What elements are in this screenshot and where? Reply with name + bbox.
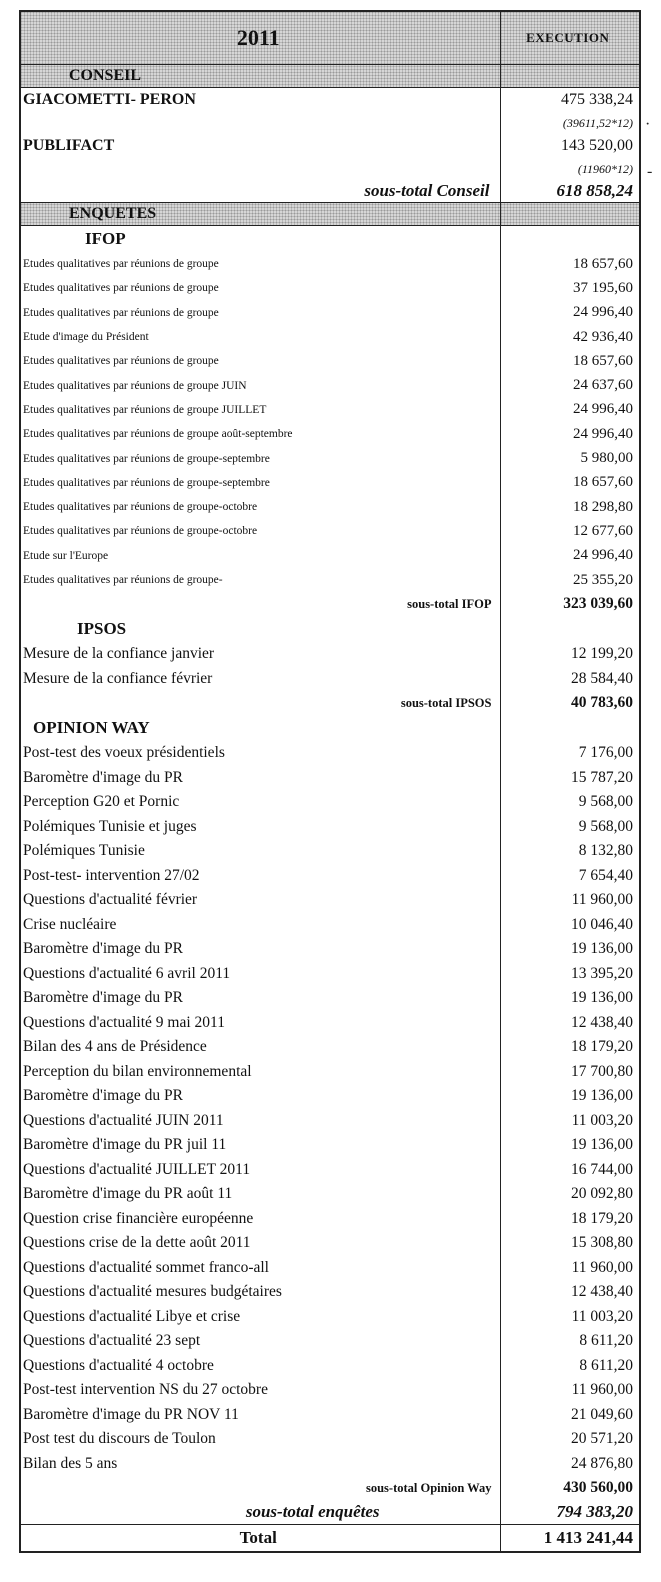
opinionway-row xyxy=(20,790,640,815)
ifop-row-label: Etudes qualitatives par réunions de groupe xyxy=(20,301,500,325)
opinionway-row-label: Perception G20 et Pornic xyxy=(20,790,500,815)
opinionway-row-label: Questions d'actualité JUIN 2011 xyxy=(20,1109,500,1134)
firm-heading-ifop xyxy=(20,226,640,253)
opinionway-row-amount: 19 136,00 xyxy=(571,989,633,1007)
subtotal-enquetes-label: sous-total enquêtes xyxy=(20,1500,500,1525)
opinionway-row-amount: 7 654,40 xyxy=(578,866,633,884)
ifop-row xyxy=(20,325,640,349)
opinionway-row xyxy=(20,962,640,987)
opinionway-row xyxy=(20,1378,640,1403)
conseil-amount: 475 338,24 xyxy=(561,91,633,108)
opinionway-row-label: Questions d'actualité 9 mai 2011 xyxy=(20,1011,500,1036)
opinionway-row xyxy=(20,1109,640,1134)
opinionway-row xyxy=(20,741,640,766)
ifop-row xyxy=(20,495,640,519)
ipsos-row xyxy=(20,667,640,692)
opinionway-row xyxy=(20,913,640,938)
ifop-row xyxy=(20,301,640,325)
ifop-row-label: Etudes qualitatives par réunions de groupe xyxy=(20,349,500,373)
opinionway-row-amount: 11 003,20 xyxy=(571,1307,633,1325)
opinionway-row-amount: 8 611,20 xyxy=(579,1356,633,1374)
ifop-row-amount: 18 657,60 xyxy=(573,255,633,272)
opinionway-row xyxy=(20,839,640,864)
opinionway-row-amount: 11 960,00 xyxy=(571,1381,633,1399)
opinionway-row-amount: 11 003,20 xyxy=(571,1111,633,1129)
opinionway-row-amount: 15 787,20 xyxy=(571,768,633,786)
ifop-row-amount: 18 657,60 xyxy=(573,474,633,491)
margin-tick-mark: · xyxy=(645,116,651,133)
opinionway-row-amount: 11 960,00 xyxy=(571,1258,633,1276)
ifop-row-label: Etudes qualitatives par réunions de groupe-septembre xyxy=(20,471,500,495)
opinionway-row-amount: 16 744,00 xyxy=(571,1160,633,1178)
opinionway-row xyxy=(20,766,640,791)
opinionway-row xyxy=(20,1158,640,1183)
opinionway-row xyxy=(20,1427,640,1452)
opinionway-row-label: Questions d'actualité 6 avril 2011 xyxy=(20,962,500,987)
opinionway-row xyxy=(20,1060,640,1085)
ifop-row-label: Etudes qualitatives par réunions de groupe xyxy=(20,252,500,276)
ifop-row-label: Etudes qualitatives par réunions de groupe-octobre xyxy=(20,519,500,543)
opinionway-row-amount: 11 960,00 xyxy=(571,891,633,909)
year-heading: 2011 xyxy=(20,11,500,65)
opinionway-row-amount: 24 876,80 xyxy=(571,1454,633,1472)
ipsos-row-label: Mesure de la confiance février xyxy=(20,667,500,692)
ifop-row xyxy=(20,568,640,592)
opinionway-row-label: Bilan des 5 ans xyxy=(20,1452,500,1477)
opinionway-row-amount: 18 179,20 xyxy=(571,1038,633,1056)
opinionway-row xyxy=(20,815,640,840)
opinionway-row xyxy=(20,1231,640,1256)
conseil-amount: 143 520,00 xyxy=(561,137,633,154)
opinionway-row xyxy=(20,1035,640,1060)
opinionway-row-label: Question crise financière européenne xyxy=(20,1207,500,1232)
subtotal-opinionway-label: sous-total Opinion Way xyxy=(20,1476,500,1500)
ifop-row xyxy=(20,398,640,422)
opinionway-row-amount: 8 132,80 xyxy=(578,842,633,860)
ifop-row-amount: 25 355,20 xyxy=(573,571,633,588)
subtotal-opinionway-amount: 430 560,00 xyxy=(563,1479,633,1497)
opinionway-row xyxy=(20,1207,640,1232)
opinionway-row-amount: 15 308,80 xyxy=(571,1234,633,1252)
opinionway-row-amount: 9 568,00 xyxy=(578,793,633,811)
opinionway-row-label: Questions d'actualité 23 sept xyxy=(20,1329,500,1354)
ifop-row-label: Etude d'image du Président xyxy=(20,325,500,349)
opinionway-row-label: Baromètre d'image du PR NOV 11 xyxy=(20,1403,500,1428)
ifop-row-amount: 18 657,60 xyxy=(573,352,633,369)
opinionway-row xyxy=(20,1084,640,1109)
opinionway-row-amount: 19 136,00 xyxy=(571,1087,633,1105)
opinionway-row-label: Questions d'actualité JUILLET 2011 xyxy=(20,1158,500,1183)
grand-total-amount: 1 413 241,44 xyxy=(500,1525,640,1553)
opinionway-row-label: Baromètre d'image du PR xyxy=(20,937,500,962)
ifop-row xyxy=(20,373,640,397)
opinionway-row-label: Questions d'actualité sommet franco-all xyxy=(20,1256,500,1281)
opinionway-row-label: Bilan des 4 ans de Présidence xyxy=(20,1035,500,1060)
grand-total xyxy=(20,1525,640,1553)
ifop-row xyxy=(20,544,640,568)
ifop-row-amount: 5 980,00 xyxy=(580,450,633,467)
opinionway-row xyxy=(20,986,640,1011)
subtotal-ifop-label: sous-total IFOP xyxy=(20,592,500,616)
opinionway-row-amount: 20 571,20 xyxy=(571,1430,633,1448)
subtotal-ipsos-label: sous-total IPSOS xyxy=(20,691,500,715)
ifop-row-label: Etudes qualitatives par réunions de groupe JUIN xyxy=(20,373,500,397)
opinionway-row-label: Post-test intervention NS du 27 octobre xyxy=(20,1378,500,1403)
opinionway-row xyxy=(20,937,640,962)
ifop-row-amount: 24 996,40 xyxy=(573,401,633,418)
opinionway-row-label: Crise nucléaire xyxy=(20,913,500,938)
opinionway-row-label: Post test du discours de Toulon xyxy=(20,1427,500,1452)
header-row xyxy=(20,11,640,65)
opinionway-row xyxy=(20,1256,640,1281)
opinionway-row-amount: 20 092,80 xyxy=(571,1185,633,1203)
ifop-row-label: Etudes qualitatives par réunions de groupe xyxy=(20,276,500,300)
opinionway-row-label: Questions d'actualité février xyxy=(20,888,500,913)
section-title: ENQUETES xyxy=(20,203,500,226)
subtotal-ifop-amount: 323 039,60 xyxy=(563,595,633,613)
opinionway-row xyxy=(20,1305,640,1330)
conseil-label: GIACOMETTI- PERON xyxy=(20,88,500,113)
ifop-row-amount: 37 195,60 xyxy=(573,279,633,296)
ifop-row-label: Etudes qualitatives par réunions de groupe JUILLET xyxy=(20,398,500,422)
subtotal-enquetes xyxy=(20,1500,640,1525)
opinionway-row-label: Post-test des voeux présidentiels xyxy=(20,741,500,766)
opinionway-row-label: Questions d'actualité mesures budgétaires xyxy=(20,1280,500,1305)
opinionway-row-label: Polémiques Tunisie xyxy=(20,839,500,864)
ifop-row-amount: 24 996,40 xyxy=(573,425,633,442)
opinionway-row xyxy=(20,1280,640,1305)
subtotal-conseil-label: sous-total Conseil xyxy=(20,180,500,203)
ifop-row xyxy=(20,519,640,543)
ipsos-row xyxy=(20,642,640,667)
ifop-row-label: Etudes qualitatives par réunions de groupe-octobre xyxy=(20,495,500,519)
section-title: CONSEIL xyxy=(20,65,500,88)
opinionway-row-label: Baromètre d'image du PR juil 11 xyxy=(20,1133,500,1158)
ifop-row xyxy=(20,252,640,276)
conseil-note-row xyxy=(20,158,640,180)
opinionway-row xyxy=(20,1403,640,1428)
subtotal-ifop xyxy=(20,592,640,616)
ipsos-row-label: Mesure de la confiance janvier xyxy=(20,642,500,667)
subtotal-ipsos-amount: 40 783,60 xyxy=(571,694,633,712)
firm-heading-opinionway xyxy=(20,715,640,741)
opinionway-row-amount: 19 136,00 xyxy=(571,1136,633,1154)
ifop-row xyxy=(20,276,640,300)
opinionway-row-amount: 12 438,40 xyxy=(571,1283,633,1301)
subtotal-opinionway xyxy=(20,1476,640,1500)
opinionway-row-label: Baromètre d'image du PR xyxy=(20,986,500,1011)
conseil-note-row xyxy=(20,112,640,134)
opinionway-row-label: Baromètre d'image du PR xyxy=(20,1084,500,1109)
ifop-row-label: Etude sur l'Europe xyxy=(20,544,500,568)
opinionway-row-amount: 10 046,40 xyxy=(571,915,633,933)
grand-total-label: Total xyxy=(20,1525,500,1553)
opinionway-row-amount: 7 176,00 xyxy=(578,744,633,762)
conseil-note: (39611,52*12) xyxy=(562,115,633,130)
ifop-row xyxy=(20,471,640,495)
subtotal-ipsos xyxy=(20,691,640,715)
ifop-row xyxy=(20,349,640,373)
opinionway-row xyxy=(20,888,640,913)
opinionway-row-label: Baromètre d'image du PR xyxy=(20,766,500,791)
conseil-label: PUBLIFACT xyxy=(20,134,500,158)
conseil-row xyxy=(20,88,640,113)
ipsos-row-amount: 28 584,40 xyxy=(571,669,633,687)
ifop-row-amount: 12 677,60 xyxy=(573,522,633,539)
subtotal-conseil-amount: 618 858,24 xyxy=(500,180,640,203)
ifop-row-amount: 24 996,40 xyxy=(573,304,633,321)
opinionway-row xyxy=(20,1452,640,1477)
opinionway-row-amount: 17 700,80 xyxy=(571,1062,633,1080)
section-enquetes xyxy=(20,203,640,226)
opinionway-row-amount: 21 049,60 xyxy=(571,1405,633,1423)
firm-heading-ipsos-label: IPSOS xyxy=(20,616,500,642)
opinionway-row-amount: 12 438,40 xyxy=(571,1013,633,1031)
opinionway-row xyxy=(20,1133,640,1158)
section-conseil xyxy=(20,65,640,88)
ifop-row-amount: 42 936,40 xyxy=(573,328,633,345)
opinionway-row-label: Questions crise de la dette août 2011 xyxy=(20,1231,500,1256)
ifop-row xyxy=(20,446,640,470)
opinionway-row-amount: 13 395,20 xyxy=(571,964,633,982)
ifop-row-label: Etudes qualitatives par réunions de groupe- xyxy=(20,568,500,592)
opinionway-row-amount: 9 568,00 xyxy=(578,817,633,835)
opinionway-row-amount: 19 136,00 xyxy=(571,940,633,958)
ifop-row xyxy=(20,422,640,446)
ifop-row-label: Etudes qualitatives par réunions de groupe-septembre xyxy=(20,446,500,470)
execution-table xyxy=(19,10,641,1553)
margin-tick-mark: - xyxy=(647,163,653,180)
opinionway-row-label: Questions d'actualité Libye et crise xyxy=(20,1305,500,1330)
opinionway-row-amount: 8 611,20 xyxy=(579,1332,633,1350)
opinionway-row-label: Baromètre d'image du PR août 11 xyxy=(20,1182,500,1207)
ipsos-row-amount: 12 199,20 xyxy=(571,645,633,663)
firm-heading-ipsos xyxy=(20,616,640,642)
opinionway-row xyxy=(20,864,640,889)
budget-document xyxy=(19,10,639,1553)
ifop-row-label: Etudes qualitatives par réunions de groupe août-septembre xyxy=(20,422,500,446)
conseil-note: (11960*12) xyxy=(577,161,633,176)
opinionway-row xyxy=(20,1011,640,1036)
conseil-row xyxy=(20,134,640,158)
opinionway-row-amount: 18 179,20 xyxy=(571,1209,633,1227)
opinionway-row-label: Polémiques Tunisie et juges xyxy=(20,815,500,840)
execution-heading: EXECUTION xyxy=(500,11,640,65)
opinionway-row-label: Post-test- intervention 27/02 xyxy=(20,864,500,889)
ifop-row-amount: 24 637,60 xyxy=(573,377,633,394)
firm-name: IFOP xyxy=(20,226,500,253)
ifop-row-amount: 18 298,80 xyxy=(573,498,633,515)
opinionway-row xyxy=(20,1182,640,1207)
opinionway-row xyxy=(20,1329,640,1354)
opinionway-row xyxy=(20,1354,640,1379)
opinionway-row-label: Questions d'actualité 4 octobre xyxy=(20,1354,500,1379)
subtotal-enquetes-amount: 794 383,20 xyxy=(556,1502,633,1522)
opinionway-row-label: Perception du bilan environnemental xyxy=(20,1060,500,1085)
firm-heading-opinionway-label: OPINION WAY xyxy=(20,715,500,741)
subtotal-conseil-row xyxy=(20,180,640,203)
ifop-row-amount: 24 996,40 xyxy=(573,547,633,564)
